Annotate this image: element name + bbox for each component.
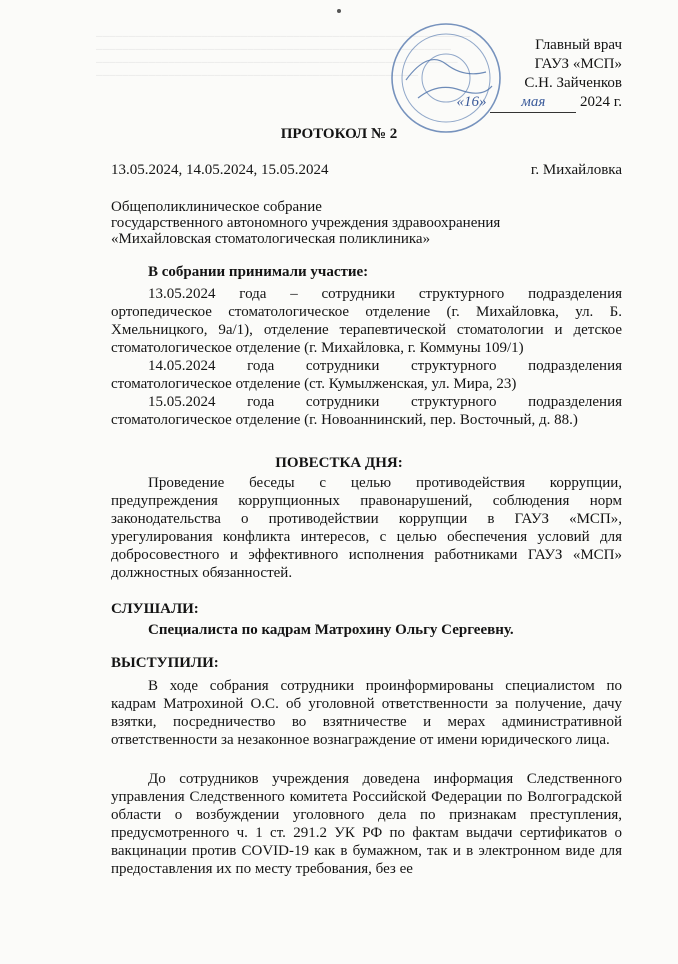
org-line-3: «Михайловская стоматологическая поликлиника» [111, 231, 431, 247]
heard-speaker: Специалиста по кадрам Матрохину Ольгу Сергеевну. [148, 622, 514, 638]
org-line-2: государственного автономного учреждения здравоохранения [111, 215, 501, 231]
participants-paragraph-3: 15.05.2024 года сотрудники структурного подразделения стоматологическое отделение (г. Новоаннинский, пер. Восточный, д. 88.) [111, 394, 622, 428]
approval-day: «16» [456, 94, 487, 110]
meeting-dates: 13.05.2024, 14.05.2024, 15.05.2024 [111, 162, 329, 178]
approval-organization: ГАУЗ «МСП» [534, 56, 622, 72]
participants-paragraph-2: 14.05.2024 года сотрудники структурного подразделения стоматологическое отделение (ст. Кумылженская, ул. Мира, 23) [111, 358, 622, 392]
meeting-city: г. Михайловка [530, 162, 622, 178]
agenda-heading: ПОВЕСТКА ДНЯ: [275, 455, 403, 471]
organization-block [111, 199, 500, 247]
agenda-text: Проведение беседы с целью противодействия коррупции, предупреждения коррупционных правонарушений, соблюдения норм законодательства о противодействии коррупции в ГАУЗ «МСП», урегулирования конфликта интересов, с целью обеспечения условий для добросовестного и эффективного исполнения работниками ГАУЗ «МСП» должностных обязанностей. [111, 475, 622, 581]
org-line-1: Общеполиклиническое собрание [111, 199, 322, 215]
approval-month: мая [490, 93, 576, 113]
approval-block [457, 36, 622, 113]
heard-heading: СЛУШАЛИ: [111, 601, 199, 617]
approval-signer: С.Н. Зайченков [524, 75, 622, 91]
participants-paragraph-1: 13.05.2024 года – сотрудники структурного подразделения ортопедическое стоматологическое отделение (г. Михайловка, ул. Б. Хмельницкого, 9а/1), отделение терапевтической стоматологии и детское стоматологическое отделение (г. Михайловка, г. Коммуны 109/1) [111, 286, 622, 356]
scan-speck [337, 9, 341, 13]
approval-year: 2024 г. [580, 94, 622, 110]
approval-position: Главный врач [535, 37, 622, 53]
document-title: ПРОТОКОЛ № 2 [280, 126, 398, 142]
bleed-through-text: ───────────────────────────────────────────────────────── ────────────────────────────────────────────────────── ─────────────────────────────────────────────────────── ───────────────────────────────────────────────── [96, 31, 471, 80]
approval-date [457, 93, 622, 113]
spoke-paragraph-2: До сотрудников учреждения доведена информация Следственного управления Следственного комитета Российской Федерации по Волгоградской области о возбуждении уголовного дела по признакам преступления, предусмотренного ч. 1 ст. 291.2 УК РФ по фактам выдачи сертификатов о вакцинации против COVID-19 как в бумажном, так и в электронном виде для предоставления их по месту требования, без ее [111, 771, 622, 877]
participants-heading: В собрании принимали участие: [148, 264, 369, 280]
spoke-paragraph-1: В ходе собрания сотрудники проинформированы специалистом по кадрам Матрохиной О.С. об уголовной ответственности за получение, дачу взятки, посредничество во взятничестве и мерах административной ответственности за незаконное вознаграждение от имени юридического лица. [111, 678, 622, 748]
spoke-heading: ВЫСТУПИЛИ: [111, 655, 219, 671]
